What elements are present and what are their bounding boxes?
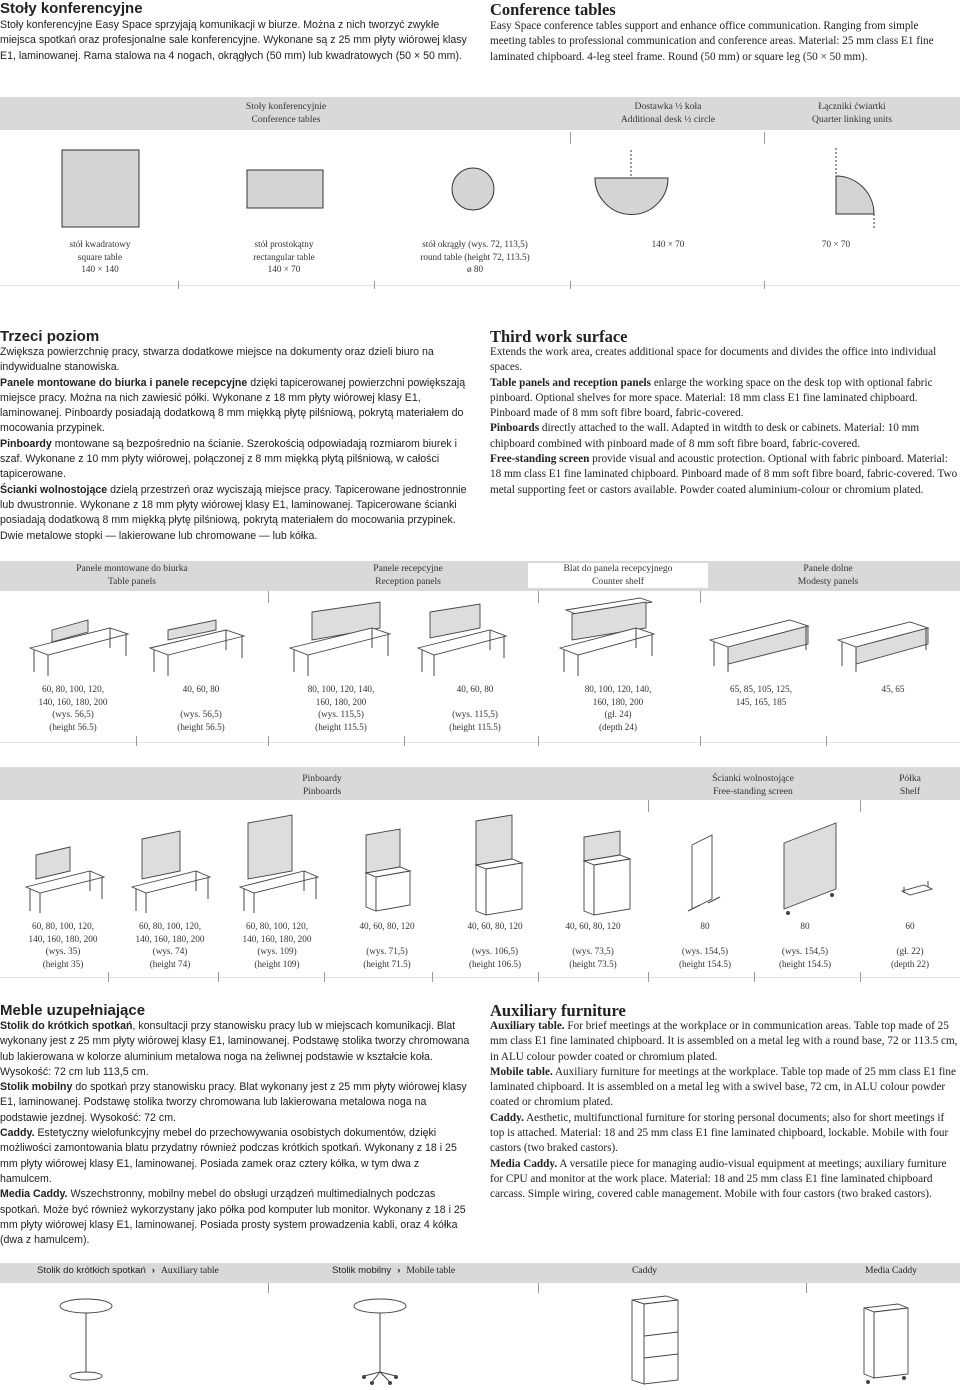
- pinboard-cabinet-1: [366, 829, 410, 911]
- divider-tick: [860, 972, 861, 982]
- pinboard-cabinet-2: [476, 815, 522, 915]
- pinboard-desk-1: [26, 847, 104, 913]
- divider-tick: [648, 800, 649, 812]
- arrow-right-icon: ›: [397, 1265, 401, 1276]
- caption-pinboard-cabinet-2: 40, 60, 80, 120 (wys. 106,5) (height 106.5): [467, 921, 523, 969]
- divider-tick: [404, 736, 405, 746]
- band-label-modesty-panels: Panele dolne Modesty panels: [797, 563, 859, 587]
- auxiliary-table-shape: [60, 1299, 112, 1380]
- band-label-reception-panels: Panele recepcyjne Reception panels: [373, 563, 443, 587]
- en-section-title-aux: Auxiliary furniture: [490, 1001, 626, 1020]
- quarter-linking-shape: [836, 176, 874, 214]
- caption-reception-panel-1: 80, 100, 120, 140, 160, 180, 200 (wys. 115,5) (height 115.5): [307, 684, 375, 732]
- rectangular-table-shape: [247, 170, 323, 208]
- desk-with-table-panel-1: [30, 620, 128, 676]
- divider-tick: [860, 800, 861, 812]
- caption-pinboard-1: 60, 80, 100, 120, 140, 160, 180, 200 (wys. 35) (height 35): [28, 921, 98, 969]
- divider-tick: [764, 281, 765, 289]
- band-label-free-standing-screen: Ścianki wolnostojące Free-standing screen: [712, 773, 794, 797]
- divider-tick: [754, 972, 755, 982]
- caption-round-table: stół okrągły (wys. 72, 113,5) round table (height 72, 113.5) ø 80: [420, 239, 530, 275]
- band-label-media-caddy: Media Caddy: [865, 1265, 917, 1276]
- band-label-table-panels: Panele montowane do biurka Table panels: [76, 563, 188, 587]
- square-table-shape: [62, 150, 139, 227]
- band-label-mobile-table: Stolik mobilny › Mobile table: [332, 1265, 456, 1276]
- caption-pinboard-cabinet-3: 40, 60, 80, 120 (wys. 73,5) (height 73.5): [565, 921, 621, 969]
- shelf-shape: [902, 881, 932, 895]
- band-label-pinboards: Pinboardy Pinboards: [302, 773, 342, 797]
- divider-tick: [648, 972, 649, 982]
- pl-section-title-aux: Meble uzupełniające: [0, 1002, 146, 1019]
- divider-tick: [218, 972, 219, 982]
- divider-tick: [538, 1283, 539, 1293]
- divider-tick: [570, 281, 571, 289]
- pl-third-text: Zwiększa powierzchnię pracy, stwarza dodatkowe miejsce na dokumenty oraz dzieli biuro na indywidualne stanowiska. Panele montowane do biurka i panele recepcyjne dzięki tapicerowanej powierzchni powiększają miejsce pracy. Można na nich zawiesić półki. Wykonane z 18 mm płyty wiórowej klasy E1, laminowanej. Pinboardy posiadają dodatkową 8 mm miękką płytę pilśniową, pokrytą materiałem do mocowania przypinek. Pinboardy montowane są bezpośrednio na ścianie. Szerokością odpowiadają rozmiarom biurek i szaf. Wykonane z 10 mm płyty wiórowej, połączonej z 8 mm miękką płytą pilśniową, w całości tapicerowane. Ścianki wolnostojące dzielą przestrzeń oraz wyciszają miejsce pracy. Tapicerowane jednostronnie lub dwustronnie. Wykonane z 18 mm płyty wiórowej klasy E1, laminowanej. Tapicerowane ścianki posiadają dodatkową 8 mm miękką płytę pilśniową, pokrytą materiałem do mocowania przypinek. Dwie metalowe stopki — lakierowane lub chromowane — lub kółka.: [0, 346, 467, 542]
- desk-with-reception-panel-2: [418, 604, 506, 676]
- free-standing-screen-castors: [784, 823, 836, 915]
- band-label-auxiliary-table: Stolik do krótkich spotkań › Auxiliary table: [37, 1265, 219, 1276]
- section-rule: [0, 742, 960, 743]
- desk-with-modesty-panel-2: [838, 622, 928, 672]
- pinboard-desk-2: [132, 831, 210, 913]
- caption-modesty-panel-1: 65, 85, 105, 125, 145, 165, 185: [729, 684, 792, 707]
- caption-shelf: 60 (gł. 22) (depth 22): [890, 921, 929, 969]
- en-aux-text: Auxiliary table. For brief meetings at the workplace or in communication areas. Table top made of 25 mm class E1 fine laminated chipboard. It is assembled on a metal leg with a round base, 72 or 113.5 cm, in ALU colour powder coated or chromium plated. Mobile table. Auxiliary furniture for meetings at the workplace. Table top made of 25 mm class E1 fine laminated chipboard. It is assembled on a metal leg with a swivel base, 72 cm, in ALU colour powder coated or chromium plated. Caddy. Aesthetic, multifunctional furniture for storing personal documents; also for short meetings if top is attached. Material: 18 and 25 mm class E1 fine laminated chipboard, lockable. Mobile with four castors (two braked castors). Media Caddy. A versatile piece for managing audio-visual equipment at meetings; auxiliary furniture for CPU and monitor at the work place. Material: 18 and 25 mm class E1 fine laminated chipboard carcass. Simple wiring, covered cable management. Mobile with four castors (two braked castors).: [490, 1020, 958, 1201]
- caption-table-panel-2: 40, 60, 80 (wys. 56,5) (height 56.5): [177, 684, 225, 732]
- pinboards-drawing: [0, 815, 960, 915]
- divider-tick: [826, 736, 827, 746]
- round-table-shape: [452, 168, 494, 210]
- caption-reception-panel-2: 40, 60, 80 (wys. 115,5) (height 115.5): [449, 684, 501, 732]
- band-label-quarter-linking: Łączniki ćwiartki Quarter linking units: [812, 101, 892, 125]
- band-label-conference-tables: Stoły konferencyjnie Conference tables: [245, 101, 327, 125]
- divider-tick: [108, 972, 109, 982]
- caption-modesty-panel-2: 45, 65: [881, 684, 905, 694]
- caption-table-panel-1: 60, 80, 100, 120, 140, 160, 180, 200 (wys. 56,5) (height 56.5): [38, 684, 108, 732]
- divider-tick: [268, 736, 269, 746]
- arrow-right-icon: ›: [151, 1265, 155, 1276]
- pinboard-cabinet-3: [584, 831, 630, 915]
- divider-tick: [324, 972, 325, 982]
- pl-section-title-third: Trzeci poziom: [0, 328, 100, 345]
- free-standing-screen-feet: [688, 835, 720, 911]
- caption-pinboard-3: 60, 80, 100, 120, 140, 160, 180, 200 (wys. 109) (height 109): [242, 921, 312, 969]
- table-shapes-drawing: [0, 140, 960, 240]
- caddy-shape: [632, 1296, 678, 1384]
- desk-with-modesty-panel-1: [710, 620, 808, 672]
- band-label-caddy: Caddy: [632, 1265, 658, 1276]
- en-section-title-third: Third work surface: [490, 327, 628, 346]
- desk-with-table-panel-2: [150, 620, 244, 676]
- section-rule: [0, 285, 960, 286]
- pl-intro-text: Stoły konferencyjne Easy Space sprzyjają komunikacji w biurze. Można z nich tworzyć zwykłe miejsca spotkań oraz profesjonalne sale konferencyjne. Wykonane są z 25 mm płyty wiórowej klasy E1, laminowanej. Rama stalowa na 4 nogach, okrągłych (50 mm) lub kwadratowych (50 × 50 mm).: [0, 19, 467, 62]
- divider-tick: [538, 736, 539, 746]
- en-intro-text: Easy Space conference tables support and enhance office communication. Ranging from simple meeting tables to professional communication and conference areas. Material: 25 mm class E1 fine laminated chipboard. 4-leg steel frame. Round (50 mm) or square leg (50 × 50 mm).: [490, 20, 934, 63]
- divider-tick: [136, 736, 137, 746]
- caption-half-circle-desk: 140 × 70: [651, 239, 685, 249]
- media-caddy-shape: [864, 1304, 908, 1384]
- divider-tick: [374, 281, 375, 289]
- pl-aux-text: Stolik do krótkich spotkań, konsultacji przy stanowisku pracy lub w miejscach komunikacji. Blat wykonany jest z 25 mm płyty wiórowej klasy E1, laminowanej. Podstawę stolika tworzy chromowana lub lakierowana w kolorze aluminium metalowa noga na żeliwnej podstawie w kształcie koła. Wysokość: 72 cm lub 113,5 cm. Stolik mobilny do spotkań przy stanowisku pracy. Blat wykonany jest z 25 mm płyty wiórowej klasy E1, laminowanej. Podstawę stolika tworzy chromowana lub lakierowana metalowa noga na podstawie jezdnej. Wysokość: 72 cm. Caddy. Estetyczny wielofunkcyjny mebel do przechowywania osobistych dokumentów, dzięki możliwości zamontowania blatu przydatny również podczas krótkich spotkań. Wykonany z 18 i 25 mm płyty wiórowej klasy E1, laminowanej. Posiada zamek oraz cztery kółka, w tym dwa z hamulcem. Media Caddy. Wszechstronny, mobilny mebel do obsługi urządzeń multimedialnych podczas spotkań. Może być również wykorzystany jako półka pod komputer lub monitor. Wykonany z 18 i 25 mm płyty wiórowej klasy E1, laminowanej. Posiada prosty system prowadzenia kabli, oraz 4 kółka (dwa z hamulcem).: [0, 1020, 470, 1247]
- divider-tick: [268, 1283, 269, 1293]
- auxiliary-furniture-drawing: [0, 1296, 960, 1388]
- desk-with-reception-panel-1: [290, 602, 390, 676]
- caption-free-standing-screen-2: 80 (wys. 154,5) (height 154.5): [778, 921, 832, 969]
- caption-quarter-linking: 70 × 70: [821, 239, 851, 249]
- caption-pinboard-2: 60, 80, 100, 120, 140, 160, 180, 200 (wys. 74) (height 74): [135, 921, 205, 969]
- divider-tick: [806, 1283, 807, 1293]
- pinboard-desk-3: [240, 815, 318, 913]
- mobile-table-shape: [354, 1299, 406, 1385]
- divider-tick: [538, 972, 539, 982]
- panels-drawing: [0, 600, 960, 680]
- caption-counter-shelf: 80, 100, 120, 140, 160, 180, 200 (gł. 24) (depth 24): [584, 684, 652, 732]
- band-label-shelf: Półka Shelf: [899, 773, 921, 797]
- band-label-additional-desk: Dostawka ½ koła Additional desk ½ circle: [620, 101, 716, 125]
- en-third-text: Extends the work area, creates additional space for documents and divides the office into individual spaces. Table panels and reception panels enlarge the working space on the desk top with optional fabric pinboard. Optional shelves for more space. Material: 18 mm class E1 fine laminated chipboard. Pinboard made of 8 mm soft fibre board, fabric-covered. Pinboards directly attached to the wall. Adapted in witdth to desk or cabinets. Material: 10 mm chipboard combined with pinboard made of 8 mm soft fibre board, fabric-covered. Free-standing screen provide visual and acoustic protection. Optional with fabric pinboard. Material: 18 mm class E1 fine laminated chipboard. Pinboard made of 8 mm soft fibre board, fabric-covered. Two metal supporting feet or castors available. Powder coated aluminium-colour or chromium plated.: [490, 346, 958, 496]
- caption-free-standing-screen-1: 80 (wys. 154,5) (height 154.5): [678, 921, 732, 969]
- divider-tick: [178, 281, 179, 289]
- desk-with-counter-shelf: [560, 598, 654, 676]
- band-label-counter-shelf: Blat do panela recepcyjnego Counter shelf: [528, 563, 708, 588]
- en-section-title-conference: Conference tables: [490, 0, 616, 19]
- divider-tick: [700, 736, 701, 746]
- caption-pinboard-cabinet-1: 40, 60, 80, 120 (wys. 71,5) (height 71.5): [359, 921, 415, 969]
- caption-square-table: stół kwadratowy square table 140 × 140: [69, 239, 131, 275]
- divider-tick: [432, 972, 433, 982]
- pl-section-title-conference: Stoły konferencyjne: [0, 0, 143, 17]
- section-rule: [0, 977, 960, 978]
- caption-rectangular-table: stół prostokątny rectangular table 140 × 70: [253, 239, 315, 275]
- half-circle-desk-shape: [595, 178, 668, 215]
